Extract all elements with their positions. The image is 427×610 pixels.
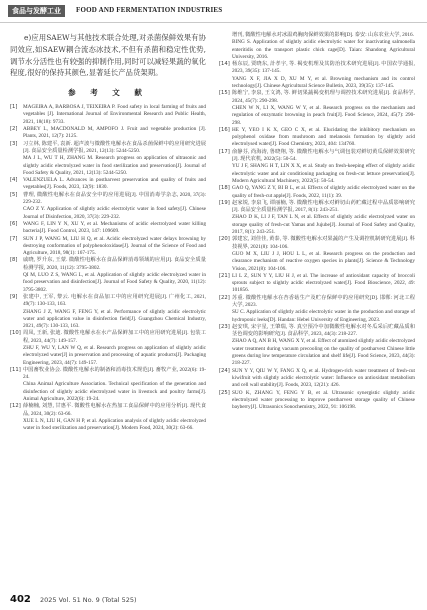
reference-number: [24] (219, 367, 230, 374)
reference-number: [7] (10, 235, 18, 242)
reference-entry (10, 192, 206, 207)
reference-number: [23] (219, 323, 230, 330)
reference-entry (219, 324, 415, 339)
page-number: 402 (10, 594, 31, 605)
reference-entry (10, 381, 206, 403)
reference-number (10, 345, 23, 367)
reference-entry (219, 163, 415, 185)
reference-number (219, 39, 232, 61)
reference-text: 曹理, 微酸性电解水在食品安全中的应用进展[J]. 中国消毒学杂志, 2020, 37(3): 229-232. (23, 191, 206, 206)
reference-number: [14] (219, 61, 230, 68)
reference-number (10, 418, 23, 433)
reference-number (10, 381, 23, 403)
reference-text: 增刊, 微酸性电解水对冰温鸡胸肉保鲜效果的影响[D]. 泰安: 山东农业大学, 2016. (232, 32, 414, 38)
reference-entry (10, 345, 206, 367)
reference-entry (10, 104, 206, 126)
reference-entry (10, 141, 206, 156)
reference-entry (10, 330, 206, 345)
reference-entry (10, 403, 206, 418)
page-footer (0, 593, 427, 610)
journal-title-en: FOOD AND FERMENTATION INDUSTRIES (76, 6, 223, 14)
reference-entry (219, 273, 415, 295)
reference-text: SU C. Application of slightly acidic electrolytic water in the production and storage of hydroponic leeks[D]. Handan: Hebei University of Engineering, 2023. (232, 309, 415, 323)
reference-entry (219, 236, 415, 251)
reference-entry (219, 200, 415, 215)
reference-entry (219, 105, 415, 127)
reference-text: CHEN W N, LI X, WANG W Y, et al. Research progress on the mechanism and regulation of enzymatic browning in peach fruit[J]. Food Science, 2024, 45(7): 290-298. (232, 104, 415, 126)
reference-entry (219, 214, 415, 236)
reference-number: [11] (10, 366, 21, 373)
reference-text: HE Y, YEO I K X, GEO C X, et al. Elucidating the inhibitory mechanism on polyphenol oxidase from mushroom and melanosis formation by slightly acid electrolysed water[J]. Food Chemistry, 2023, 404: 134760. (232, 126, 415, 148)
reference-text: WANG F, LIN Y N, XU Y, et al. Mechanisms of acidic electrolyzed water killing bacteria[J]. Food Control, 2023, 147: 109609. (23, 220, 206, 235)
references-list-right (219, 32, 415, 411)
reference-text: 郭建宏, 刘佳佳, 黄泰, 等. 微酸性电解水对果蔬的产生及调控机制研究进展[J]. 科技视界, 2021(8): 104-106. (232, 236, 415, 250)
reference-entry (219, 149, 415, 164)
reference-number: [5] (10, 191, 18, 198)
reference-text: LI L Z, SUN Y Y, LIU H J, et al. The increase of antioxidant capacity of broccoli sprouts subject to slightly acidic electrolyzed water[J]. Food Bioscience, 2022, 49: 101856. (232, 272, 415, 294)
reference-text: SUO K, ZHANG Y, FENG Y B, et al. Ultrasonic synergistic slightly acidic electrolyzed water processing to improve postharvest storage quality of Chinese bayberry[J]. Ultrasonics Sonochemistry, 2022, 91: 106198. (232, 389, 415, 411)
reference-number (10, 309, 23, 331)
reference-text: 中国畜牧业协会. 微酸性电解水的制备和消毒技术规范[J]. 畜牧产业, 2022(6): 19-24. (23, 366, 206, 381)
reference-number (10, 272, 23, 294)
reference-text: 俞静芬, 尚海涛, 鲁晓翔, 等. 微酸性电解水与气调包装对鲜切黄瓜保鲜效果研究[J]. 现代农机, 2022(5): 50-54. (232, 148, 415, 163)
reference-entry (10, 257, 206, 272)
reference-text: 戚晓, 罗升东, 王蒙. 微酸性电解水在食品保鲜消毒领域的应用[J]. 食品安全质量检测学报, 2020, 11(12): 3795-3802. (23, 257, 206, 271)
reference-entry (219, 368, 415, 390)
reference-text: ABBEY L, MACDONALD M, AMPOFO J. Fruit and vegetable production [J]. Plants, 2021, 12(7): 2125. (23, 126, 206, 140)
reference-number: [25] (219, 389, 230, 396)
reference-text: China Animal Agriculture Association. Technical specification of the generation and disinfection of slightly acidic electrolyzed water in livestock and poultry farms[J]. Animal Agriculture, 2022(6): 19-24. (23, 381, 206, 403)
reference-number: [21] (219, 272, 230, 279)
reference-number (219, 76, 232, 91)
reference-number: [12] (10, 403, 21, 410)
right-column (219, 32, 415, 411)
reference-number (219, 251, 232, 273)
reference-number: [15] (219, 90, 230, 97)
reference-text: ZHAO D K, LI J F, TAN L N, et al. Effects of slightly acidic electrolyzed water on storage quality of fresh-cut Yamas and Jujube[J]. Journal of Food Safety and Quality, 2017, 8(1): 243-251. (232, 214, 415, 236)
reference-number: [2] (10, 126, 18, 133)
reference-text: XUE L N, LIU H, GAN H P, et al. Application analysis of slightly acidic electrolyzed water in food sterilization and preservation[J]. Modern Food, 2024, 30(2): 63-66. (23, 417, 206, 432)
reference-number: [16] (219, 126, 230, 133)
reference-entry (219, 185, 415, 200)
reference-text: VALENZUELA L. Advances in postharvest preservation and quality of fruits and vegetables[J]. Foods, 2023, 12(9): 1830. (23, 177, 206, 191)
reference-text: MAGEIRA A, BARBOSA J, TEIXEIRA P. Food safety in local farming of fruits and vegetables [J]. International Journal of Environmental Research and Public Health, 2021, 18(18): 9733. (23, 104, 206, 125)
closing-paragraph: e)应用SAEW与其他技术联合处理,对杀菌保鲜效果有协同效应,如SAEW耦合流态冰技术,不但有杀菌和稳定性优势,调节水分活性也有较强的抑制作用,同时可以减轻果蔬的氧化程度,很好的保持其颜色,显著延长产品货架期。 (10, 33, 206, 78)
reference-number (219, 338, 232, 367)
reference-text: 周凤, 王新, 张迪. 微酸性电解水在水产品保鲜加工中的应用研究进展[J]. 包装工程, 2023, 44(7): 149-157. (23, 330, 206, 344)
references-heading: 参 考 文 献 (68, 88, 148, 98)
reference-number (219, 214, 232, 236)
reference-number (219, 105, 232, 127)
reference-number (10, 155, 23, 177)
reference-entry (10, 221, 206, 236)
reference-entry (10, 272, 206, 294)
reference-entry (219, 127, 415, 149)
reference-text: CAO Z Y. Application of slightly acidic electrolytic water in food safety[J]. Chinese Journal of Disinfection, 2020, 37(3): 229-232. (23, 206, 206, 220)
reference-text: 苏重. 微酸性电解水在杏香菇生产及贮存保鲜中的应用研究[D]. 邯郸: 河北工程大学, 2023. (232, 294, 415, 308)
reference-entry (219, 390, 415, 412)
reference-text: GUO M X, LIU J J, HOU L L, et al. Research progress on the production and clearance mechanism of reactive oxygen species in plants[J]. Science & Technology Vision, 2021(8): 104-106. (232, 250, 415, 272)
reference-entry (10, 236, 206, 258)
reference-text: 陈维宁, 李泉, 王文鸿, 等. 鲜切果蔬褐变机理与调控技术研究进展[J]. 食品科学, 2024, 45(7): 290-298. (232, 90, 415, 104)
reference-text: QI M, LUO Z S, WANG L, et al. Application of slightly acidic electrolyzed water in food preservation and disinfection[J]. Journal of Food Safety & Quality, 2020, 11(12): 3795-3802. (23, 272, 206, 293)
volume-info: 2025 Vol. 51 No. 9 (Total 525) (40, 596, 137, 604)
references-list-left (10, 104, 206, 432)
reference-entry (219, 61, 415, 76)
reference-text: SUN J P, WANG M, LIU H Q, et al. Acidic electrolyzed water delays browning by destroying conformation of polyphenoloxidase[J]. Journal of the Science of Food and Agriculture, 2018, 98(1): 167-175. (23, 235, 206, 257)
reference-entry (10, 177, 206, 192)
reference-entry (219, 309, 415, 324)
reference-number (219, 163, 232, 185)
reference-number: [10] (10, 330, 21, 337)
left-column (10, 32, 206, 433)
reference-text: 习立林, 陈建平, 袁新. 超声波与微酸性电解水在食品杀菌保鲜中的应用研究进展[J]. 食品安全质量检测学报, 2021, 12(13): 5244-5250. (23, 140, 206, 154)
reference-text: YANG X F, JIA X D, XU M Y, et al. Browning mechanism and its control technology[J]. Chinese Agricultural Science Bulletin, 2023, 39(35): 137-145. (232, 75, 415, 90)
reference-number (10, 206, 23, 221)
reference-text: YU J F, SHANG H T, LIN X X, et al. Study on fresh-keeping effect of slightly acidic electrolytic water and air conditioning packaging on fresh-cut lettuce preservation[J]. Modern Agricultural Machinery, 2022(5): 50-54. (232, 163, 415, 184)
reference-entry (10, 126, 206, 141)
reference-text: 张建中, 王军, 黎云. 电解水在食品加工中的应用研究进展[J]. 广州化工, 2021, 49(7): 130-133, 163. (23, 293, 206, 308)
journal-title-cn: 食品与发酵工业 (8, 5, 65, 17)
reference-entry (219, 251, 415, 273)
reference-entry (219, 76, 415, 91)
reference-entry (10, 294, 206, 309)
reference-entry (10, 309, 206, 331)
reference-number: [4] (10, 177, 18, 184)
reference-number: [18] (219, 185, 230, 192)
reference-entry (219, 90, 415, 105)
reference-number: [3] (10, 140, 18, 147)
reference-text: BING S. Application of slightly acidic electrolytic water for inactivating salmonella enteritidis on the transport plastic chick cage[D]. Taian: Shandong Agricultural University, 2016. (232, 39, 415, 60)
reference-text: GAO Q, YANG Z Y, BI B L, et al. Effects of slightly acidic electrolyzed water on the quality of fresh-cut apple[J]. Foods, 2022, 11(1): 39. (232, 185, 415, 199)
reference-number: [20] (219, 236, 230, 243)
reference-number: [6] (10, 220, 18, 227)
reference-text: 赵家锐, 李泉飞, 谭丽楠, 等. 微酸性电解水对鲜切山药贮藏过程中品质影响研究[J]. 食品安全质量检测学报, 2017, 8(1): 243-251. (232, 199, 415, 214)
reference-number (219, 32, 232, 39)
reference-entry (219, 338, 415, 367)
reference-entry (10, 155, 206, 177)
reference-entry (10, 206, 206, 221)
reference-text: ZHU F, WU Y, LAN W Q, et al. Research progress on application of slightly acidic electrolyzed water[J] in preservation and processing of aquatic products[J]. Packaging Engineering, 2023, 44(7): 149-157. (23, 344, 206, 366)
reference-entry (219, 295, 415, 310)
reference-number: [1] (10, 104, 18, 111)
reference-number (219, 309, 232, 324)
reference-text: 赵安琪, 宋宇星, 王肇瑞, 等. 真空预冷中加微酸性电解水对冬瓜采后贮藏品质和茎色调变的影响研究[J]. 食品科学, 2023, 44(3): 218-227. (232, 323, 415, 338)
page-header (0, 0, 427, 23)
reference-entry (219, 39, 415, 61)
reference-number: [22] (219, 294, 230, 301)
reference-text: SUN Y Y, QIU W Y, FANG X Q, et al. Hydrogen-rich water treatment of fresh-cut kiwifruit with slightly acidic electrolytic water: Influence on antioxidant metabolism and cell wall stability[J]. Foods, 2023, 12(21): 426. (232, 367, 415, 389)
reference-number: [17] (219, 148, 230, 155)
reference-text: ZHAO A Q, AN B H, WANG X Y, et al. Effect of atomized slightly acidic electrolyzed water treatment during vacuum precooling on the quality of postharvest Chinese little greens during low temperature circulation and shelf life[J]. Food Science, 2023, 44(3): 218-227. (232, 338, 415, 367)
reference-entry (10, 367, 206, 382)
reference-number: [9] (10, 293, 18, 300)
reference-text: 薛楠楠, 刘慧, 甘惠平. 微酸性电解水在热加工食品保鲜中的应用分析[J]. 现代食品, 2024, 30(2): 63-66. (23, 403, 206, 417)
reference-text: MA J L, WU T H, ZHANG M. Research progress on application of ultrasonic and slightly acidic electrolyzed water in food sterilization and preservation[J]. Journal of Food Safety & Quality, 2021, 12(13): 5244-5250. (23, 155, 206, 176)
reference-text: ZHANG J Z, WANG F, FENG Y, et al. Performance of slightly acidic electrolytic water and application value in disinfection field[J]. Guangzhou Chemical Industry, 2021, 49(7): 130-133, 163. (23, 308, 206, 330)
reference-text: 杨东辰, 贾晓东, 計孝宇, 等. 褐变机理及其防治技术研究进展[J]. 中国农学通报, 2023, 39(35): 137-145. (232, 61, 415, 75)
reference-number: [19] (219, 199, 230, 206)
reference-number: [8] (10, 257, 18, 264)
reference-entry (10, 418, 206, 433)
